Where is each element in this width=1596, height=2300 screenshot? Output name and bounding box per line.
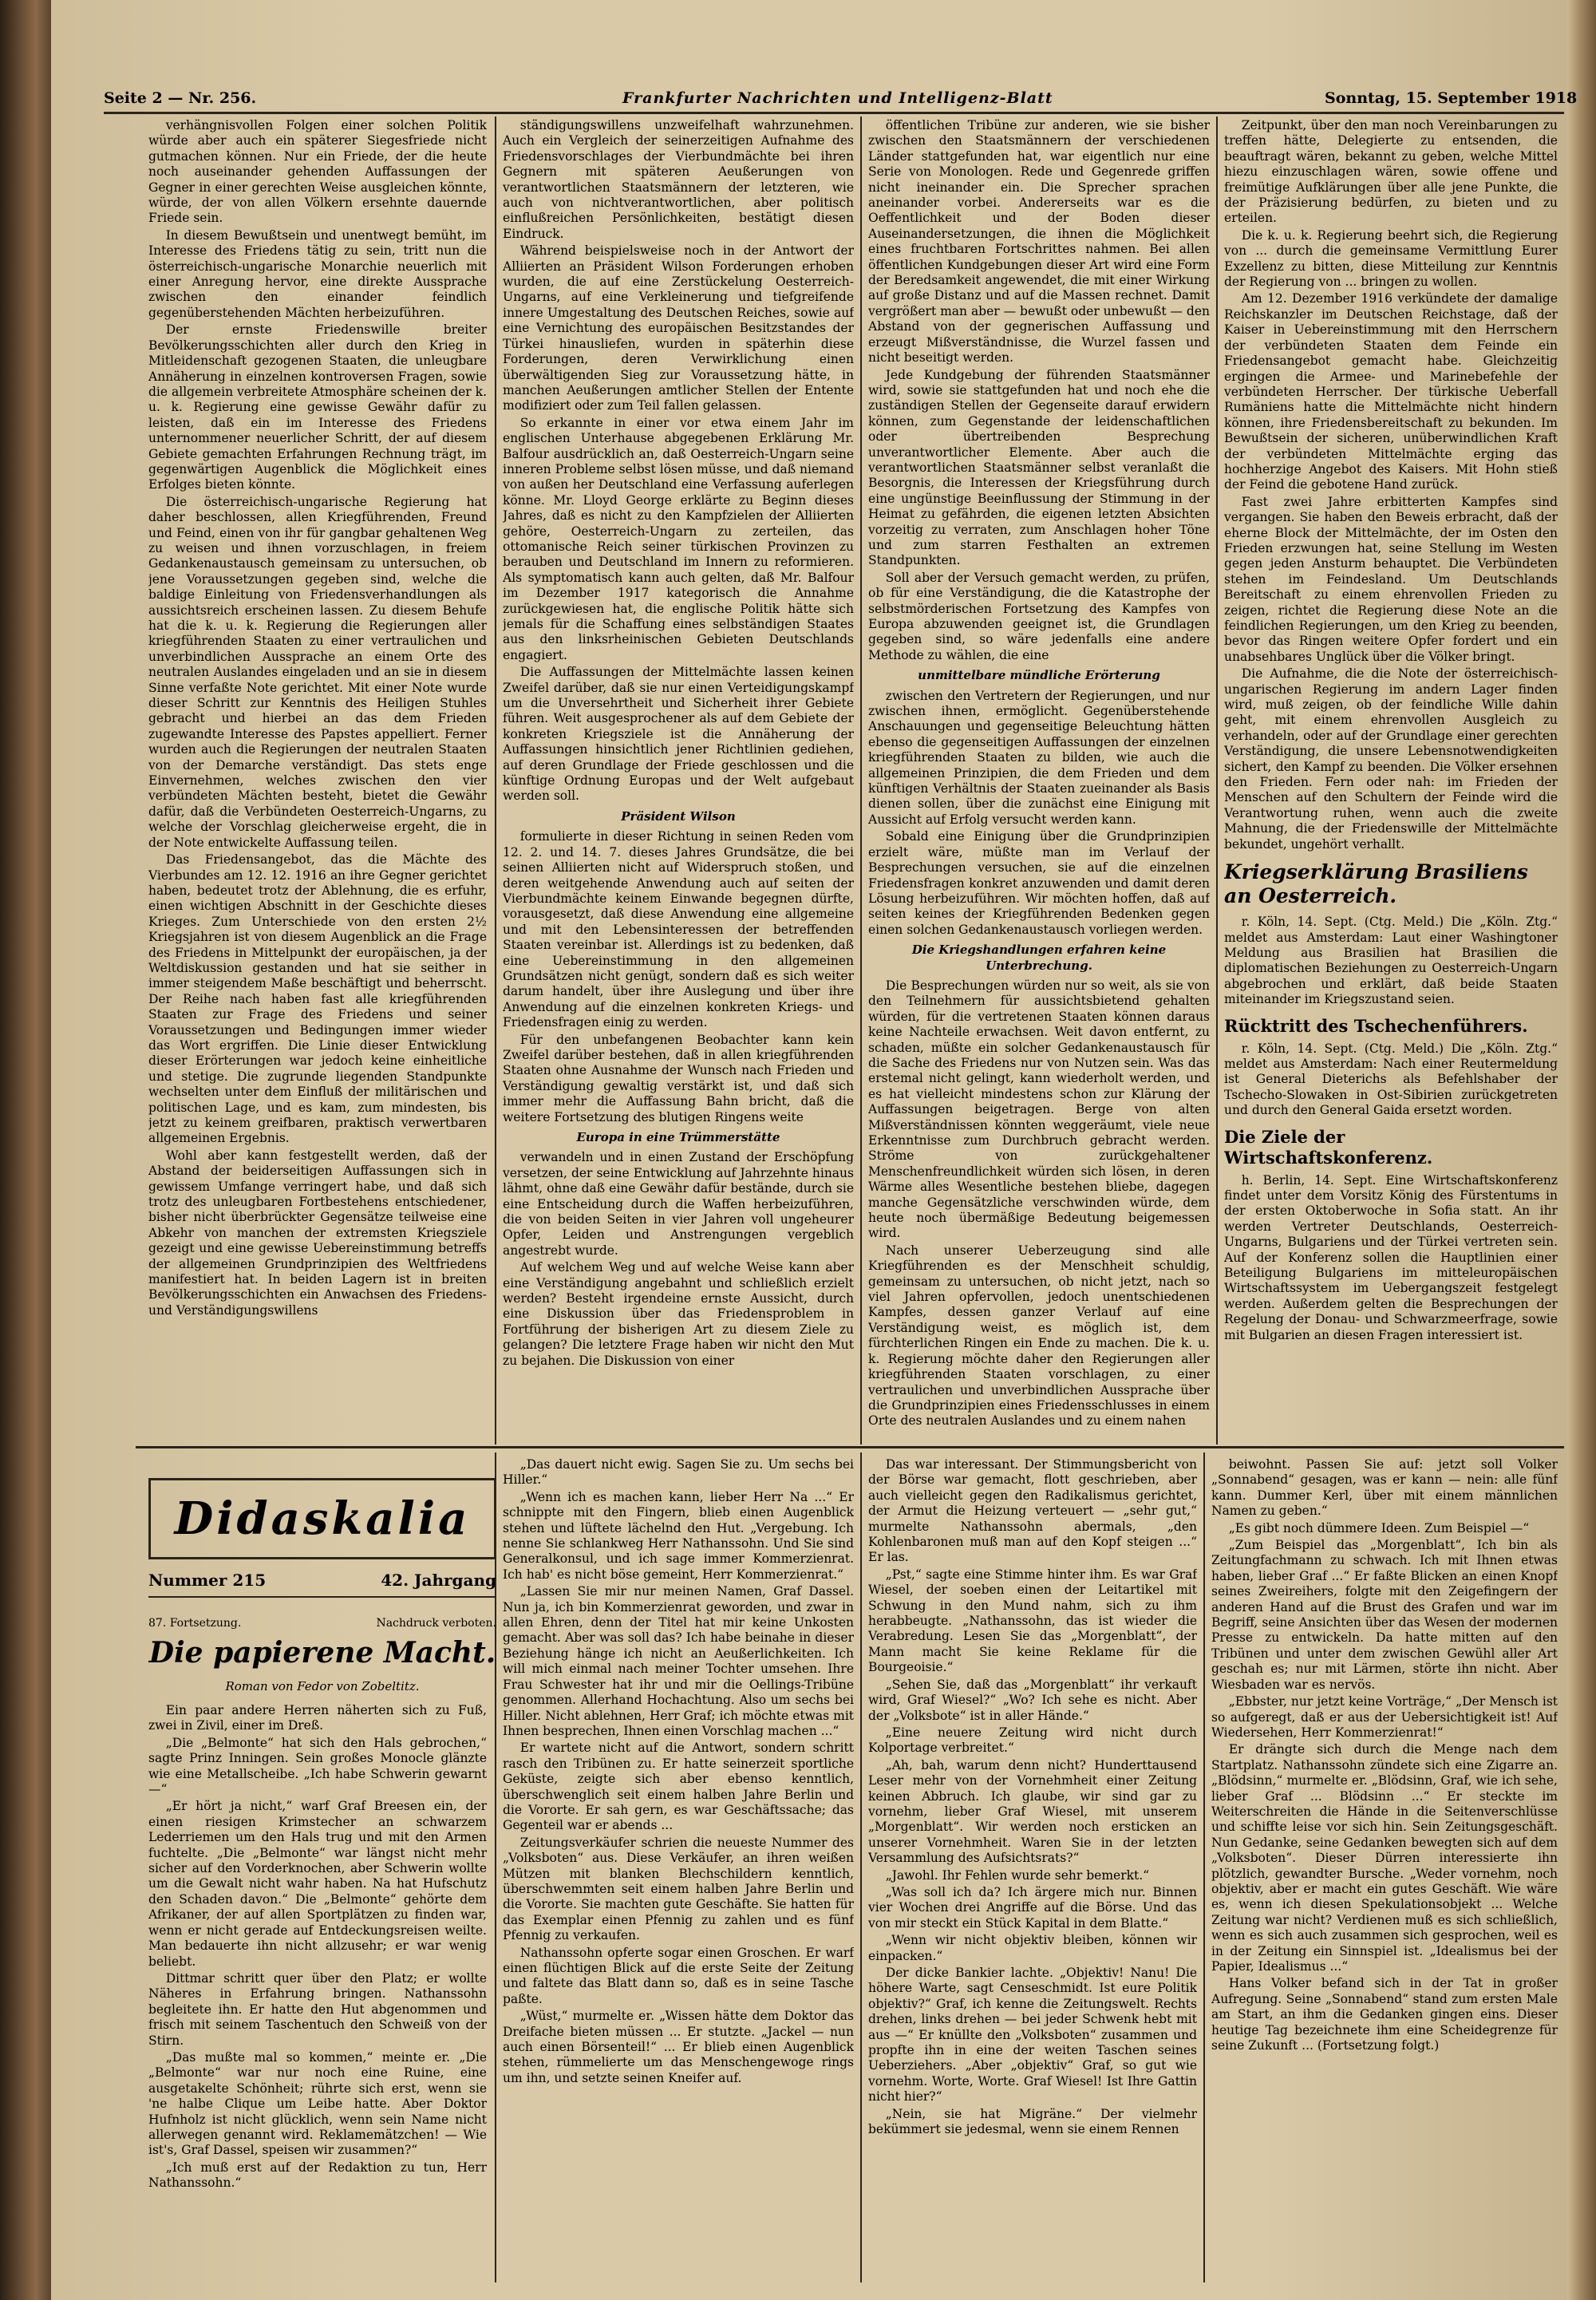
feuilleton-volume: 42. Jahrgang xyxy=(381,1571,496,1590)
paragraph: „Eine neuere Zeitung wird nicht durch Kolportage verbreitet.“ xyxy=(868,1725,1197,1756)
paragraph: „Jawohl. Ihr Fehlen wurde sehr bemerkt.“ xyxy=(885,1867,1150,1883)
paragraph: „Er hört ja nicht,“ warf Graf Breesen ein, der einen riesigen Krimstecher an schwarzem Lederriemen um den Hals trug und mit den Armen fuchtelte. „Die „Belmonte“ war längst nicht mehr sicher auf den Vorderknochen, aber Schwerin wollte um die Gewalt nicht wahr haben. Na hat Hufschutz den Schaden davon.“ Die „Belmonte“ gehörte dem Afrikaner, der auf allen Sportplätzen zu finden war, wenn er nicht gerade auf Entdeckungsreisen weilte. Man bedauerte ihn nicht allzusehr; er war wenig beliebt. xyxy=(148,1799,487,1969)
paragraph: Die Besprechungen würden nur so weit, als sie von den Teilnehmern für aussichtsbietend gehalten würden, für die vertretenen Staaten können daraus keine Nachteile erwachsen. Weit davon entfernt, zu schaden, müßte ein solcher Gedankenaustausch für die Sache des Friedens nur von Nutzen sein. Was das erstemal nicht gelingt, kann wiederholt werden, und es hat vielleicht mindestens schon zur Klärung der Auffassungen beigetragen. Berge von alten Mißverständnissen könnten weggeräumt, viele neue Erkenntnisse zum Durchbruch gebracht werden. Ströme von zurückgehaltener Menschenfreundlichkeit würden sich lösen, in deren Wärme alles Wesentliche bestehen bliebe, dagegen manche Gegensätzliche verschwinden würde, dem heute noch übermäßige Bedeutung beigemessen wird. xyxy=(868,978,1210,1241)
paragraph: Die Aufnahme, die die Note der österreichisch-ungarischen Regierung im andern Lager finden wird, muß zeigen, ob der feindliche Wille dahin geht, mit einem ehrenvollen Ausgleich zu verhandeln, oder auf der Grundlage einer gerechten Verständigung, die unsere Lebensnotwendigkeiten sichert, den Kampf zu beenden. Die Völker ersehnen den Frieden. Fern oder nah: im Frieden der Menschen auf den Schultern der Feinde wird die Verantwortung ruhen, wenn auch die zweite Mahnung, die der Friedenswille der Mittelmächte bekundet, ungehört verhallt. xyxy=(1224,666,1558,852)
paragraph: öffentlichen Tribüne zur anderen, wie sie bisher zwischen den Staatsmännern der verschiedenen Länder stattgefunden hat, war eigentlich nur eine Serie von Monologen. Rede und Gegenrede griffen nicht ineinander ein. Die Sprecher sprachen aneinander vorbei. Andererseits war es die Oeffentlichkeit und der Boden dieser Auseinandersetzungen, die ihnen die Möglichkeit eines fruchtbaren Fortschrittes nahmen. Bei allen öffentlichen Kundgebungen dieser Art wird eine Form der Beredsamkeit angewendet, die mit einer Wirkung auf große Distanz und auf die Massen rechnet. Damit vergrößert man aber — bewußt oder unbewußt — den Abstand von der gegnerischen Auffassung und erzeugt Mißverständnisse, die Wurzel fassen und nicht beseitigt werden. xyxy=(868,118,1210,366)
paragraph: Das Friedensangebot, das die Mächte des Vierbundes am 12. 12. 1916 an ihre Gegner gerichtet haben, bedeutet trotz der Ablehnung, die es erfuhr, einen wichtigen Abschnitt in der Geschichte dieses Krieges. Zum Unterschiede von den ersten 2½ Kriegsjahren ist von diesem Augenblick an die Frage des Friedens in Mittelpunkt der europäischen, ja der Weltdiskussion gestanden und hat sie seither in immer steigendem Maße beschäftigt und beherrscht. Der Reihe nach haben fast alle kriegführenden Staaten zur Frage des Friedens und seiner Voraussetzungen und Bedingungen immer wieder das Wort ergriffen. Die Linie dieser Entwicklung dieser Erörterungen war jedoch keine einheitliche und stetige. Die zugrunde liegenden Standpunkte wechselten unter dem Einfluß der militärischen und politischen Lage, und es kam, zum mindesten, bis jetzt zu keinem greifbaren, praktisch verwertbaren allgemeinen Ergebnis. xyxy=(148,852,487,1146)
paragraph: beiwohnt. Passen Sie auf: jetzt soll Volker „Sonnabend“ gesagen, was er kann — nein: alle fünf kann. Dummer Kerl, über mit einem männlichen Namen zu geben.“ xyxy=(1211,1457,1558,1519)
installment-row xyxy=(148,1617,496,1630)
paragraph: r. Köln, 14. Sept. (Ctg. Meld.) Die „Köln. Ztg.“ meldet aus Amsterdam: Nach einer Reutermeldung ist General Dieterichs als Befehlshaber der Tschecho-Slowaken in Ost-Sibirien zurückgetreten und durch den General Gaida ersetzt worden. xyxy=(1224,1041,1558,1118)
issue-date: Sonntag, 15. September 1918 xyxy=(1325,89,1578,107)
masthead-rule xyxy=(148,1596,496,1598)
column-rule xyxy=(495,117,496,1444)
paragraph: ständigungswillens unzweifelhaft wahrzunehmen. Auch ein Vergleich der seinerzeitigen Aufnahme des Friedensvorschlages der Vierbundmächte bei ihren Gegnern mit späteren Aeußerungen von verantwortlichen Staatsmännern der letzteren, wie auch von nichtverantwortlichen, aber politisch einflußreichen Persönlichkeiten, bestätigt diesen Eindruck. xyxy=(503,118,854,241)
paragraph: „Die „Belmonte“ hat sich den Hals gebrochen,“ sagte Prinz Inningen. Sein großes Monocle glänzte wie eine Metallscheibe. „Ich habe Schwerin gewarnt —“ xyxy=(148,1735,487,1797)
paragraph: Hans Volker befand sich in der Tat in großer Aufregung. Seine „Sonnabend“ stand zum ersten Male am Start, an ihm die Gedanken gingen eins. Dieser heutige Tag bezeichnete ihm eine Scheidegrenze für seine Zukunft ... (Fortsetzung folgt.) xyxy=(1211,1976,1558,2053)
paragraph: zwischen den Vertretern der Regierungen, und nur zwischen ihnen, ermöglicht. Gegenüberstehende Anschauungen und gegenseitige Beleuchtung hätten ebenso die gegenseitigen Auffassungen der einzelnen kriegführenden Staaten zu bilden, wie auch die allgemeinen Prinzipien, die dem Frieden und dem künftigen Verhältnis der Staaten zueinander als Basis dienen sollen, über die zunächst eine Einigung mit Aussicht auf Erfolg versucht werden kann. xyxy=(868,688,1210,827)
header-rule xyxy=(104,112,1564,114)
feuilleton-issue-line xyxy=(148,1571,496,1591)
paragraph: formulierte in dieser Richtung in seinen Reden vom 12. 2. und 14. 7. dieses Jahres Grundsätze, die bei seinen Alliierten nicht auf Widerspruch stoßen, und deren weitgehende Anwendung auch auf seiten der Vierbundmächte keinem Einwande begegnen dürfte, vorausgesetzt, daß diese Anwendung eine allgemeine und mit den Lebensinteressen der betreffenden Staaten vereinbar ist. Allerdings ist zu bedenken, daß eine Uebereinstimmung in den allgemeinen Grundsätzen nicht genügt, sondern daß es sich weiter darum handelt, über ihre Auslegung und über ihre Anwendung auf die einzelnen konkreten Kriegs- und Friedensfragen einig zu werden. xyxy=(503,829,854,1030)
paragraph: „Ebbster, nur jetzt keine Vorträge,“ „Der Mensch ist so aufgeregt, daß er aus der Uebersichtigkeit ist! Auf Wiedersehen, Herr Kommerzienrat!“ xyxy=(1211,1694,1558,1740)
paragraph: „Zum Beispiel das „Morgenblatt“, Ich bin als Zeitungfachmann zu schwach. Ich mit Ihnen etwas haben, lieber Graf ...“ Er faßte Blicken an einen Knopf seines Zweireihers, folgte mit den Zeigefingern der anderen Hand auf die Brust des Grafen und war im Begriff, seine Ansichten über das Wesen der modernen Presse zu entwickeln. Da hatte mitten auf den Tribünen und unter dem zwischen Gewühl aller Art geschah es; nur mit Lärmen, störte ihn nicht. Aber Wiesbaden war es nervös. xyxy=(1211,1538,1558,1692)
subheading: Präsident Wilson xyxy=(621,808,736,824)
paragraph: Soll aber der Versuch gemacht werden, zu prüfen, ob für eine Verständigung, die die Katastrophe der selbstmörderischen Fortsetzung des Kampfes von Europa abzuwenden geeignet ist, die Grundlagen gegeben sind, so wäre jedenfalls eine andere Methode zu wählen, die eine xyxy=(868,570,1210,662)
paragraph: Wohl aber kann festgestellt werden, daß der Abstand der beiderseitigen Auffassungen sich in gewissem Umfange verringert habe, und daß sich trotz des unleugbaren Fortbestehens entschiedener, bisher nicht überbrückter Gegensätze teilweise eine Abkehr von manchen der extremsten Kriegsziele gezeigt und eine gewisse Uebereinstimmung betreffs der allgemeinen Grundprinzipien des Weltfriedens manifestiert hat. In beiden Lagern ist in breiten Bevölkerungsschichten ein Anwachsen des Friedens- und Verständigungswillens xyxy=(148,1148,487,1318)
paragraph: Dittmar schritt quer über den Platz; er wollte Näheres in Erfahrung bringen. Nathanssohn begleitete ihn. Er hatte den Hut abgenommen und frisch mit seinem Taschentuch den Schweiß von der Stirn. xyxy=(148,1970,487,2048)
paragraph: Er wartete nicht auf die Antwort, sondern schritt rasch den Tribünen zu. Er hatte seinerzeit sportliche Geküste, zeigte sich aber ebenso kenntlich, überschwenglich seit einem halben Jahre Berlin und die Vororte. Er sah gern, es war Geschäftssache; das Gegenteil war er abends ... xyxy=(503,1741,854,1833)
paragraph: Der dicke Bankier lachte. „Objektiv! Nanu! Die höhere Warte, sagt Censeschmidt. Ist eure Politik objektiv?“ Graf, ich kenne die Zeitungswelt. Rechts drehen, links drehen — bei jeder Schwenk hebt mit aus —“ Er knüllte den „Volksboten“ zusammen und propfte ihn in eine der weiten Taschen seines Ueberziehers. „Aber „objektiv“ Graf, so gut wie vornehm. Worte, Worte. Graf Wiesel! Ist Ihre Gattin nicht hier?“ xyxy=(868,1966,1197,2104)
paragraph: „Was soll ich da? Ich ärgere mich nur. Binnen vier Wochen drei Angriffe auf die Börse. Und das von mir steckt ein Stück Kapital in dem Blatte.“ xyxy=(868,1884,1197,1930)
reprint-note: Nachdruck verboten. xyxy=(376,1617,496,1630)
paragraph: Zeitungsverkäufer schrien die neueste Nummer des „Volksboten“ aus. Diese Verkäufer, an ihren weißen Mützen mit blanken Blechschildern kenntlich, überschwemmten seit einem halben Jahre Berlin und die Vororte. Sie machten gute Geschäfte. Sie hatten für das Exemplar einen Pfennig zu zahlen und es fünf Pfennig zu verkaufen. xyxy=(503,1835,854,1943)
paragraph: „Ah, bah, warum denn nicht? Hunderttausend Leser mehr von der Vornehmheit einer Zeitung keinen Abbruch. Ich glaube, wir sind gar zu vornehm, lieber Graf Wiesel, mit unserem „Morgenblatt“. Wir werden noch ersticken an unserer Vornehmheit. Waren Sie in der letzten Versammlung des Aufsichtsrats?“ xyxy=(868,1757,1197,1866)
column-rule xyxy=(860,117,862,1444)
paragraph: Sobald eine Einigung über die Grundprinzipien erzielt wäre, müßte man im Verlauf der Besprechungen versuchen, sie auf die einzelnen Friedensfragen konkret anzuwenden und damit deren Lösung herbeizuführen. Wir möchten hoffen, daß auf seiten keines der Kriegführenden Bedenken gegen einen solchen Gedankenaustausch vorliegen werden. xyxy=(868,829,1210,937)
paragraph: Die österreichisch-ungarische Regierung hat daher beschlossen, allen Kriegführenden, Freund und Feind, einen von ihr für gangbar gehaltenen Weg zu weisen und ihnen vorzuschlagen, in freiem Gedankenaustausch gemeinsam zu untersuchen, ob jene Voraussetzungen gegeben sind, welche die baldige Einleitung von Friedensverhandlungen als aussichtsreich erscheinen lassen. Zu diesem Behufe hat die k. u. k. Regierung die Regierungen aller kriegführenden Staaten zu einer vertraulichen und unverbindlichen Aussprache an einem Orte des neutralen Auslandes eingeladen und an sie in diesem Sinne verfaßte Note gerichtet. Mit einer Note wurde dieser Schritt zur Kenntnis des Heiligen Stuhles gebracht und hierbei an das dem Frieden zugewandte Interesse des Papstes appelliert. Ferner wurden auch die Regierungen der neutralen Staaten von der Demarche verständigt. Das stets enge Einvernehmen, welches zwischen den vier verbündeten Mächten besteht, bietet die Gewähr dafür, daß die Verbündeten Oesterreich-Ungarns, zu welche der Vorschlag gleicherweise ergeht, die in der Note entwickelte Auffassung teilen. xyxy=(148,494,487,850)
paragraph: h. Berlin, 14. Sept. Eine Wirtschaftskonferenz findet unter dem Vorsitz König des Fürstentums in der ersten Oktoberwoche in Sofia statt. An ihr werden Vertreter Deutschlands, Oesterreich-Ungarns, Bulgariens und der Türkei vertreten sein. Auf der Konferenz sollen die Hauptlinien einer Beteiligung Bulgariens im mitteleuropäischen Wirtschaftssystem im Uebergangszeit festgelegt werden. Außerdem gelten die Besprechungen der Regelung der Donau- und Schwarzmeerfrage, sowie mit Bulgarien an diesen Fragen interessiert ist. xyxy=(1224,1172,1558,1342)
column-rule xyxy=(1216,117,1218,1444)
subheading: Europa in eine Trümmerstätte xyxy=(576,1130,780,1144)
paragraph: Der ernste Friedenswille breiter Bevölkerungsschichten aller durch den Krieg in Mitleidenschaft gezogenen Staaten, die unleugbare Annäherung in einzelnen kontroversen Fragen, sowie die allgemein verbreitete Atmosphäre scheinen der k. u. k. Regierung eine gewisse Gewähr dafür zu leisten, daß ein im Interesse des Friedens unternommener neuerlicher Schritt, der auf diesem Gebiete gemachten Erfahrungen Rechnung trägt, im gegenwärtigen Augenblick die Möglichkeit eines Erfolges bieten könnte. xyxy=(148,322,487,492)
subheading: Die Kriegshandlungen erfahren keine Unterbrechung. xyxy=(911,943,1167,973)
newspaper-name: Frankfurter Nachrichten und Intelligenz-Blatt xyxy=(622,89,1053,107)
paragraph: In diesem Bewußtsein und unentwegt bemüht, im Interesse des Friedens tätig zu sein, tritt nun die österreichisch-ungarische Monarchie neuerlich mit einer Anregung hervor, eine direkte Aussprache zwischen den einander feindlich gegenüberstehenden Mächten herbeizuführen. xyxy=(148,227,487,320)
paragraph: Er drängte sich durch die Menge nach dem Startplatz. Nathanssohn zündete sich eine Zigarre an. „Blödsinn,“ murmelte er. „Blödsinn, Graf, wie ich sehe, lieber Graf ... Blödsinn ...“ Er steckte im Weiterschreiten die Hände in die Seitenverschlüsse und schiffte leise vor sich hin. Sein Zeitungsgeschäft. Nun Gedanke, seine Gedanken bewegten sich auf dem „Volksboten“. Dieser Dürren interessierte ihn plötzlich, gewandter Bursche. „Weder vornehm, noch objektiv, aber er macht ein gutes Geschäft. Wie wäre es, wenn ich diesen Spekulationsobjekt ... Welche Zeitung war nicht? Verdienen muß es sich schließlich, wenn es sich auch zusammen sich gesprochen, weil es in der Zeitung ein Sinnspiel ist. „Idealismus bei der Papier, Idealismus ...“ xyxy=(1211,1742,1558,1974)
article-headline: Rücktritt des Tschechenführers. xyxy=(1224,1015,1528,1036)
paragraph: r. Köln, 14. Sept. (Ctg. Meld.) Die „Köln. Ztg.“ meldet aus Amsterdam: Laut einer Washingtoner Meldung aus Brasilien hat Brasilien die diplomatischen Beziehungen zu Oesterreich-Ungarn abgebrochen und erklärt, daß beide Staaten miteinander im Kriegszustand seien. xyxy=(1224,915,1558,1007)
paragraph: „Das mußte mal so kommen,“ meinte er. „Die „Belmonte“ war nur noch eine Ruine, eine ausgetakelte Schönheit; rührte sich erst, wenn sie 'ne halbe Clique um Leibe hatte. Aber Doktor Hufnholz ist nicht glücklich, wenn sein Name nicht allerwegen genannt wird. Reklamemätzchen! — Wie ist's, Graf Dassel, speisen wir zusammen?“ xyxy=(148,2049,487,2158)
paragraph: Nach unserer Ueberzeugung sind alle Kriegführenden es der Menschheit schuldig, gemeinsam zu untersuchen, ob nicht jetzt, nach so viel Jahren opfervollen, jedoch unentschiedenen Kampfes, dessen ganzer Verlauf auf eine Verständigung weist, es möglich ist, dem fürchterlichen Ringen ein Ende zu machen. Die k. u. k. Regierung möchte daher den Regierungen aller kriegführenden Staaten vorschlagen, zu einer vertraulichen und unverbindlichen Aussprache über die Grundprinzipien eines Friedensschlusses in einem Orte des neutralen Auslandes und zu einem nahen xyxy=(868,1243,1210,1429)
novel-column-2 xyxy=(503,1457,854,2281)
subheading: unmittelbare mündliche Erörterung xyxy=(918,668,1160,683)
paragraph: Die k. u. k. Regierung beehrt sich, die Regierung von ... durch die gemeinsame Vermittlung Eurer Exzellenz zu bitten, diese Mitteilung zur Kenntnis der Regierung von ... bringen zu wollen. xyxy=(1224,227,1558,290)
feuilleton-masthead: Didaskalia xyxy=(148,1478,496,1559)
article-headline: Kriegserklärung Brasiliens an Oesterreich. xyxy=(1224,860,1528,908)
paragraph: „Das dauert nicht ewig. Sagen Sie zu. Um sechs bei Hiller.“ xyxy=(503,1457,854,1488)
paragraph: Ein paar andere Herren näherten sich zu Fuß, zwei in Zivil, einer im Dreß. xyxy=(148,1703,487,1733)
paragraph: Für den unbefangenen Beobachter kann kein Zweifel darüber bestehen, daß in allen kriegführenden Staaten ohne Ausnahme der Wunsch nach Frieden und Verständigung gewaltig verstärkt ist, und daß sich immer mehr die Auffassung Bahn bricht, daß die weitere Fortsetzung des blutigen Ringens weite xyxy=(503,1032,854,1124)
page-header xyxy=(104,86,1578,110)
novel-byline: Roman von Fedor von Zobeltitz. xyxy=(225,1679,420,1693)
installment-label: 87. Fortsetzung. xyxy=(148,1617,242,1630)
paragraph: „Sehen Sie, daß das „Morgenblatt“ ihr verkauft wird, Graf Wiesel?“ „Wo? Ich sehe es nicht. Aber der „Volksbote“ ist in aller Hände.“ xyxy=(868,1677,1197,1723)
paragraph: Nathanssohn opferte sogar einen Groschen. Er warf einen flüchtigen Blick auf die erste Seite der Zeitung und faltete das Blatt dann so, daß es in seine Tasche paßte. xyxy=(503,1945,854,2006)
paragraph: „Es gibt noch dümmere Ideen. Zum Beispiel —“ xyxy=(1228,1520,1530,1535)
novel-column-4 xyxy=(1211,1457,1558,2281)
novel-column-3 xyxy=(868,1457,1197,2281)
section-rule xyxy=(136,1446,1564,1448)
paragraph: Die Auffassungen der Mittelmächte lassen keinen Zweifel darüber, daß sie nur einen Verteidigungskampf um die Unversehrtheit und Sicherheit ihrer Gebiete führen. Weit ausgesprochener als auf dem Gebiete der konkreten Kriegsziele ist die Annäherung der Auffassungen hinsichtlich jener Richtlinien gediehen, auf deren Grundlage der Friede geschlossen und die künftige Ordnung Europas und der Welt aufgebaut werden soll. xyxy=(503,665,854,804)
article-column-3 xyxy=(868,118,1210,1443)
paragraph: „Wüst,“ murmelte er. „Wissen hätte dem Doktor das Dreifache bieten müssen ... Er stutzte. „Jackel — nun auch einen Börsenteil!“ ... Er blieb einen Augenblick stehen, rümmelierte um das Menschengewoge rings um ihn, und setzte seinen Kneifer auf. xyxy=(503,2009,854,2085)
paragraph: „Pst,“ sagte eine Stimme hinter ihm. Es war Graf Wiesel, der soeben einen der Leitartikel mit Schwung in den Mund nahm, sich zu ihm herabbeugte. „Nathanssohn, das ist wieder die Verabredung. Lesen Sie das „Morgenblatt“, der Mann macht Sie keine Reklame für die Bourgeoisie.“ xyxy=(868,1567,1197,1675)
novel-column-1 xyxy=(148,1703,487,2281)
paragraph: Während beispielsweise noch in der Antwort der Alliierten an Präsident Wilson Forderungen erhoben wurden, die auf eine Zerstückelung Oesterreich-Ungarns, auf eine Verkleinerung und tiefgreifende innere Umgestaltung des Deutschen Reiches, sowie auf eine Vernichtung des europäischen Besitzstandes der Türkei hinausliefen, wurden in späterhin diese Forderungen, deren Verwirklichung einen überwältigenden Sieg zur Voraussetzung hätte, in manchen Aeußerungen amtlicher Stellen der Entente modifiziert oder zum Teil fallen gelassen. xyxy=(503,243,854,413)
column-rule xyxy=(860,1452,862,2282)
paragraph: Auf welchem Weg und auf welche Weise kann aber eine Verständigung angebahnt und schließlich erzielt werden? Besteht irgendeine ernste Aussicht, durch eine Diskussion über das Friedensproblem in Fortführung der bisherigen Art zu diesem Ziele zu gelangen? Die letztere Frage haben wir nicht den Mut zu bejahen. Die Diskussion von einer xyxy=(503,1260,854,1368)
book-binding xyxy=(0,0,51,2300)
feuilleton-number: Nummer 215 xyxy=(148,1571,267,1590)
paragraph: So erkannte in einer vor etwa einem Jahr im englischen Unterhause abgegebenen Erklärung Mr. Balfour ausdrücklich an, daß Oesterreich-Ungarn seine inneren Probleme selbst lösen müsse, und daß niemand von außen her Deutschland eine Verfassung auferlegen könne. Mr. Lloyd George erklärte zu Beginn dieses Jahres, daß es nicht zu den Kampfzielen der Alliierten gehöre, Oesterreich-Ungarn zu zerteilen, das ottomanische Reich seiner türkischen Provinzen zu berauben und Deutschland im Innern zu reformieren. Als symptomatisch kann auch gelten, daß Mr. Balfour im Dezember 1917 kategorisch die Annahme zurückgewiesen hat, die englische Politik hätte sich jemals für die Schaffung eines selbständigen Staates aus den linksrheinischen Gebieten Deutschlands engagiert. xyxy=(503,415,854,662)
paragraph: verwandeln und in einen Zustand der Erschöpfung versetzen, der seine Entwicklung auf Jahrzehnte hinaus lähmt, ohne daß eine Gewähr dafür bestände, durch sie eine Entscheidung durch die Waffen herbeizuführen, die von beiden Seiten in vier Jahren voll ungeheurer Opfer, Leiden und Anstrengungen vergeblich angestrebt wurde. xyxy=(503,1150,854,1258)
paragraph: „Ich muß erst auf der Redaktion zu tun, Herr Nathanssohn.“ xyxy=(148,2160,487,2191)
page-edge xyxy=(1567,0,1596,2300)
article-headline: Die Ziele der Wirtschaftskonferenz. xyxy=(1224,1126,1433,1168)
paragraph: verhängnisvollen Folgen einer solchen Politik würde aber auch ein späterer Siegesfriede nicht gutmachen können. Nur ein Friede, der die heute noch auseinander gehenden Auffassungen der Gegner in einer gerechten Weise ausgleichen könnte, würde, der von allen Völkern ersehnte dauernde Friede sein. xyxy=(148,118,487,226)
page-number: Seite 2 — Nr. 256. xyxy=(104,89,257,107)
paragraph: „Wenn wir nicht objektiv bleiben, können wir einpacken.“ xyxy=(868,1933,1197,1963)
article-column-1 xyxy=(148,118,487,1443)
column-rule xyxy=(1203,1452,1205,2282)
paragraph: „Wenn ich es machen kann, lieber Herr Na ...“ Er schnippte mit den Fingern, blieb einen Augenblick stehen und lüftete lächelnd den Hut. „Vergebung. Ich nenne Sie schlankweg Herr Nathanssohn. Und Sie sind Generalkonsul, und ich sage immer Kommerzienrat. Ich hab' es nicht böse gemeint, Herr Kommerzienrat.“ xyxy=(503,1489,854,1582)
paragraph: Am 12. Dezember 1916 verkündete der damalige Reichskanzler im Deutschen Reichstage, daß der Kaiser in Uebereinstimmung mit den Herrschern der verbündeten Staaten dem Feinde ein Friedensangebot gemacht habe. Gleichzeitig ergingen die Armee- und Marinebefehle der verbündeten Herrscher. Der türkische Ueberfall Rumäniens hatte die Mittelmächte nicht hindern können, ihre Friedensbereitschaft zu bekunden. Im Bewußtsein der sicheren, unüberwindlichen Kraft der verbündeten Mittelmächte erging das hochherzige Angebot des Kaisers. Mit Hohn stieß der Feind die gebotene Hand zurück. xyxy=(1224,291,1558,492)
paragraph: „Lassen Sie mir nur meinen Namen, Graf Dassel. Nun ja, ich bin Kommerzienrat geworden, und zwar in allen Ehren, denn der Titel hat mir keine Unkosten gemacht. Aber was soll das? Ich habe beinahe in dieser Beziehung hänge ich nicht an Aeußerlichkeiten. Ich will mich einmal nach meiner Tochter umsehen. Ihre Frau Schwester hat ihr und mir die Oellings-Tribüne genommen. Allerhand Hochachtung. Also um sechs bei Hiller. Nicht ablehnen, Herr Graf; ich möchte etwas mit Ihnen besprechen, Ihnen einen Vorschlag machen ...“ xyxy=(503,1584,854,1738)
paragraph: Fast zwei Jahre erbitterten Kampfes sind vergangen. Sie haben den Beweis erbracht, daß der eherne Block der Mittelmächte, der im Osten den Frieden erzwungen hat, seine Stellung im Westen gegen jeden Ansturm behauptet. Die Verbündeten stehen im Feindesland. Um Deutschlands Bereitschaft zu einem ehrenvollen Frieden zu zeigen, richtet die Regierung diese Note an die feindlichen Regierungen, um den Krieg zu beenden, bevor das Ringen weitere Opfer fordert und ein unabsehbares Unglück über die Völker bringt. xyxy=(1224,494,1558,664)
paragraph: Das war interessant. Der Stimmungsbericht von der Börse war gemacht, flott geschrieben, aber auch vielleicht gegen den Radikalismus gerichtet, der Armut die Heizung verteuert — „sehr gut,“ murmelte Nathanssohn abermals, „den Kohlenbaronen muß man auf den Kopf steigen ...“ Er las. xyxy=(868,1457,1197,1565)
paragraph: „Nein, sie hat Migräne.“ Der vielmehr bekümmert sie jedesmal, wenn sie einem Rennen xyxy=(868,2106,1197,2137)
paragraph: Jede Kundgebung der führenden Staatsmänner wird, sowie sie stattgefunden hat und noch ehe die zuständigen Stellen der Gegenseite darauf erwidern können, zum Gegenstande der leidenschaftlichen oder übertreibenden Besprechung unverantwortlicher Elemente. Aber auch die verantwortlichen Staatsmänner selbst veranlaßt die Besorgnis, die Interessen der Kriegsführung durch eine ungünstige Beeinflussung der Stimmung in der Heimat zu gefährden, die eigenen letzten Absichten vorzeitig zu verraten, zum Anschlagen hoher Töne und zum starren Festhalten an extremen Standpunkten. xyxy=(868,367,1210,568)
article-column-4 xyxy=(1224,118,1558,1443)
paragraph: Zeitpunkt, über den man noch Vereinbarungen zu treffen hätte, Delegierte zu entsenden, die beauftragt wären, bekannt zu geben, welche Mittel hiezu einzuschlagen wären, sowie offene und freimütige Aufklärungen über alle jene Punkte, die der Präzisierung bedürfen, zu bieten und zu erteilen. xyxy=(1224,118,1558,226)
novel-title: Die papierene Macht. xyxy=(148,1636,496,1670)
article-column-2 xyxy=(503,118,854,1443)
